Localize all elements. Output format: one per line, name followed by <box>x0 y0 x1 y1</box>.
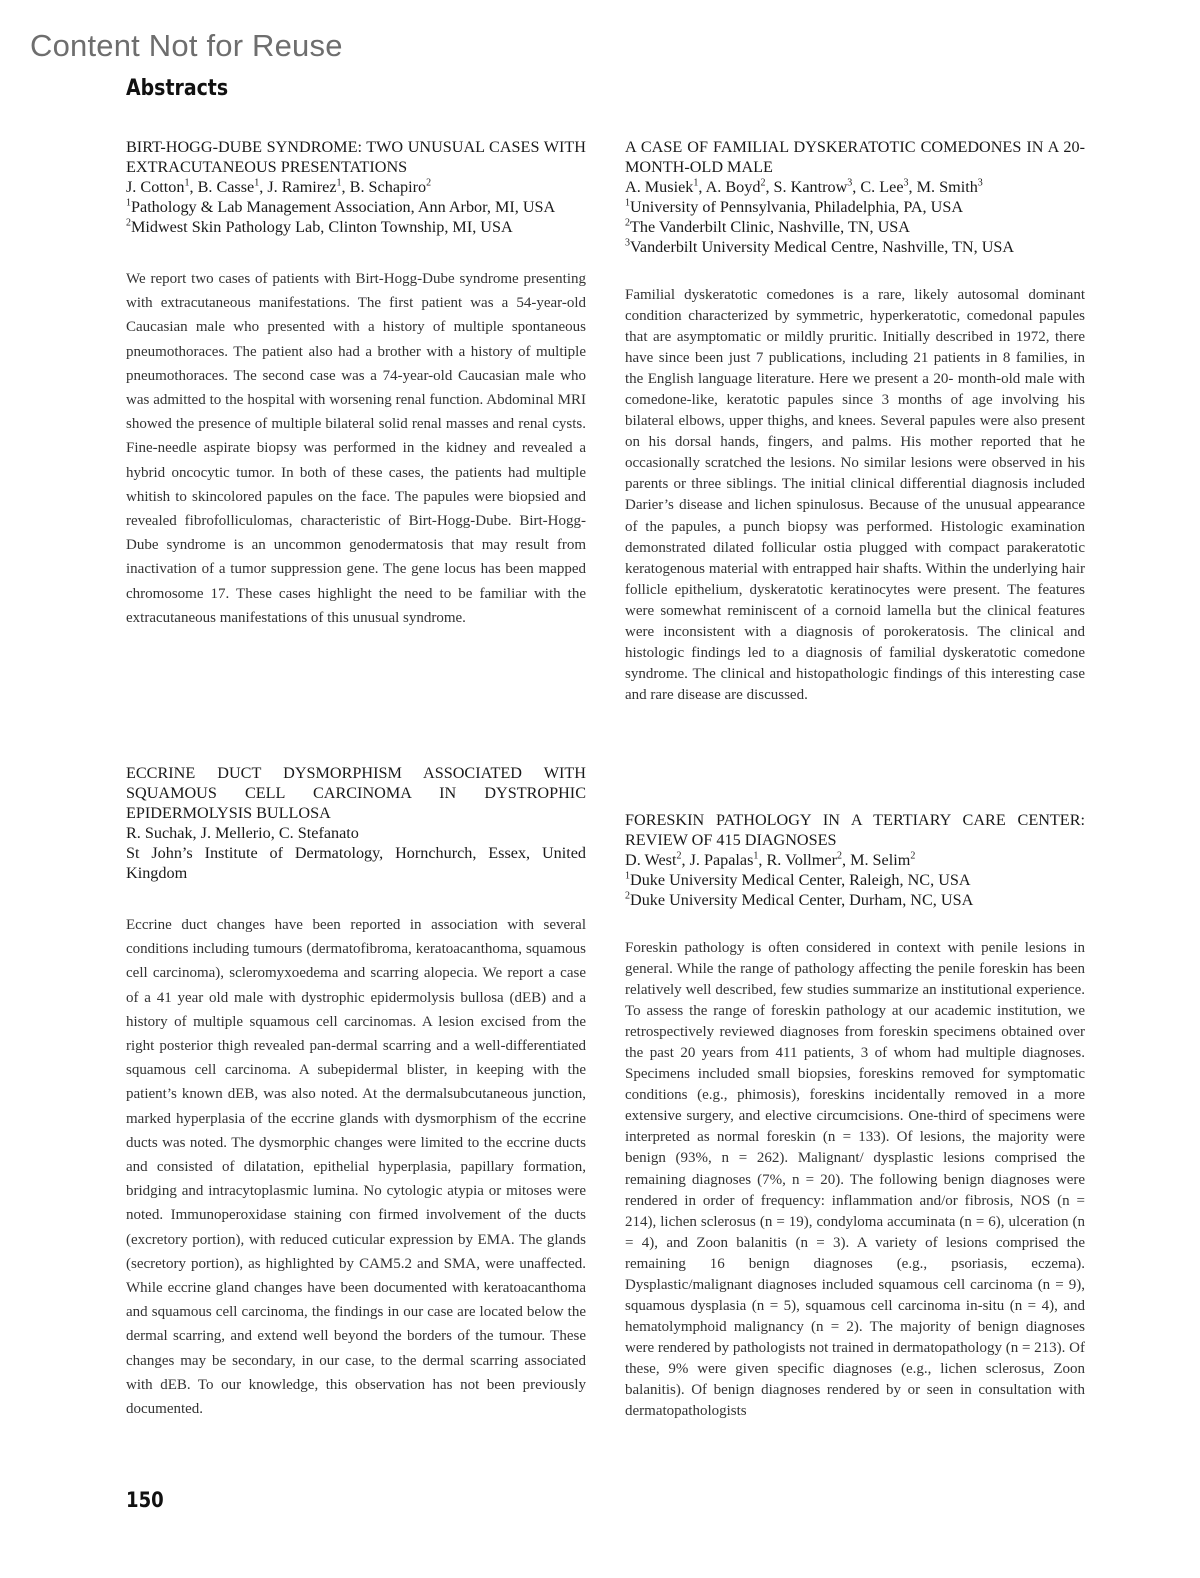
author-affiliation-marker: 1 <box>254 177 260 189</box>
author-affiliation-marker: 3 <box>977 177 983 189</box>
affiliation <box>625 870 1085 890</box>
author-affiliation-marker: 1 <box>336 177 342 189</box>
author-affiliation-marker: 1 <box>184 177 190 189</box>
affiliation <box>126 843 586 883</box>
affiliation-number: 2 <box>625 890 630 902</box>
abstract-body: Foreskin pathology is often considered in context with penile lesions in general. While the range of pathology affecting the penile foreskin has been relatively well described, few studies summarize an institutional experience. To assess the range of foreskin pathology at our academic institution, we retrospectively reviewed diagnoses from foreskin specimens obtained over the past 20 years from 411 patients, 3 of whom had multiple diagnoses. Specimens included small biopsies, foreskins removed for symptomatic conditions (e.g., phimosis), foreskins incidentally removed in a more extensive surgery, and elective circumcisions. One-third of specimens were interpreted as normal foreskin (n = 133). Of lesions, the majority were benign (93%, n = 262). Malignant/ dysplastic lesions comprised the remaining diagnoses (7%, n = 20). The following benign diagnoses were rendered in order of frequency: inflammation and/or fibrosis, NOS (n = 214), lichen sclerosus (n = 19), condyloma accuminata (n = 6), ulceration (n = 4), and Zoon balanitis (n = 3). A variety of lesions comprised the remaining 16 benign diagnoses (e.g., psoriasis, eczema). Dysplastic/malignant diagnoses included squamous cell carcinoma (n = 9), squamous dysplasia (n = 5), squamous cell carcinoma in-situ (n = 4), and hematolymphoid malignancy (n = 2). The majority of benign diagnoses were rendered by pathologists not trained in dermatopathology (n = 213). Of these, 9% were given specific diagnoses (e.g., lichen sclerosus, Zoon balanitis). Of benign diagnoses rendered by or seen in consultation with dermatopathologists <box>625 940 1086 1420</box>
abstract-familial-dyskeratotic <box>625 137 1085 706</box>
author-name: B. Schapiro <box>349 178 427 196</box>
author-affiliation-marker: 3 <box>847 177 853 189</box>
affiliation-number: 3 <box>625 237 630 249</box>
page-number: 150 <box>126 1488 164 1512</box>
author-affiliation-marker: 1 <box>693 177 699 189</box>
author-name: M. Smith <box>916 178 978 196</box>
author-name: C. Lee <box>860 178 904 196</box>
abstract-title: FORESKIN PATHOLOGY IN A TERTIARY CARE CENTER: REVIEW OF 415 DIAGNOSES <box>625 811 1085 849</box>
affiliation-text: The Vanderbilt Clinic, Nashville, TN, USA <box>630 218 910 236</box>
author-name: A. Musiek <box>625 178 694 196</box>
affiliation-number: 2 <box>126 217 131 229</box>
affiliation <box>625 197 1085 217</box>
author-affiliation-marker: 3 <box>903 177 909 189</box>
abstract-affiliations <box>126 843 586 883</box>
author-name: A. Boyd <box>705 178 761 196</box>
affiliation-text: University of Pennsylvania, Philadelphia, PA, USA <box>630 198 964 216</box>
abstract-authors: J. Cotton$^1$, B. Casse$^1$, J. Ramirez$^1$, B. Schapiro$^2$ <box>126 177 432 196</box>
abstract-body: Familial dyskeratotic comedones is a rare, likely autosomal dominant condition characterized by symmetric, hyperkeratotic, comedonal papules that are asymptomatic or mildly pruritic. Initially described in 1972, there have since been just 7 publications, including 21 patients in 8 families, in the English language literature. Here we present a 20- month-old male with comedone-like, keratotic papules since 3 months of age involving his bilateral elbows, upper thighs, and knees. Several papules were also present on his dorsal hands, fingers, and palms. His mother reported that he occasionally scratched the lesions. No similar lesions were observed in his parents or three siblings. The initial clinical differential diagnosis included Darier’s disease and lichen spinulosus. Because of the unusual appearance of the papules, a punch biopsy was performed. Histologic examination demonstrated dilated follicular ostia plugged with compact parakeratotic keratogenous material with entrapped hair shafts. Within the underlying hair follicle epithelium, dyskeratotic keratinocytes were present. The features were somewhat reminiscent of a cornoid lamella but the clinical features were inconsistent with a diagnosis of porokeratosis. The clinical and histologic findings led to a diagnosis of familial dyskeratotic comedone syndrome. The clinical and histopathologic findings of this interesting case and rare disease are discussed. <box>625 287 1085 703</box>
section-header: Abstracts <box>126 76 229 101</box>
abstract-affiliations <box>625 197 1085 257</box>
affiliation-text: Midwest Skin Pathology Lab, Clinton Township, MI, USA <box>131 218 513 236</box>
author-affiliation-marker: 2 <box>760 177 766 189</box>
affiliation-number: 1 <box>625 870 630 882</box>
author-name: J. Cotton <box>126 178 185 196</box>
abstract-body: We report two cases of patients with Birt-Hogg-Dube syndrome presenting with extracutaneous manifestations. The first patient was a 54-year-old Caucasian male who presented with a history of multiple spontaneous pneumothoraces. The patient also had a brother with a history of multiple pneumothoraces. The second case was a 74-year-old Caucasian male who was admitted to the hospital with worsening renal function. Abdominal MRI showed the presence of multiple bilateral solid renal masses and renal cysts. Fine-needle aspirate biopsy was performed in the kidney and revealed a hybrid oncocytic tumor. In both of these cases, the patients had multiple whitish to skincolored papules on the face. The papules were biopsied and revealed fibrofolliculomas, characteristic of Birt-Hogg-Dube. Birt-Hogg-Dube syndrome is an uncommon genodermatosis that may result from inactivation of a tumor suppression gene. The gene locus has been mapped chromosome 17. These cases highlight the need to be familiar with the extracutaneous manifestations of this unusual syndrome. <box>126 271 586 626</box>
abstract-authors: D. West$^2$, J. Papalas$^1$, R. Vollmer$^2$, M. Selim$^2$ <box>625 850 916 869</box>
affiliation-number: 2 <box>625 217 630 229</box>
author-name: R. Suchak <box>126 824 193 842</box>
abstract-title: A CASE OF FAMILIAL DYSKERATOTIC COMEDONES IN A 20- MONTH-OLD MALE <box>625 138 1085 176</box>
author-name: D. West <box>625 851 677 869</box>
author-name: J. Papalas <box>689 851 754 869</box>
abstract-affiliations <box>625 870 1085 910</box>
abstract-title: ECCRINE DUCT DYSMORPHISM ASSOCIATED WITH SQUAMOUS CELL CARCINOMA IN DYSTROPHIC EPIDERMOLYSIS BULLOSA <box>126 764 586 822</box>
watermark: Content Not for Reuse <box>30 28 343 63</box>
abstract-eccrine-duct <box>126 763 586 1421</box>
author-name: C. Stefanato <box>278 824 359 842</box>
affiliation-text: Pathology & Lab Management Association, Ann Arbor, MI, USA <box>131 198 556 216</box>
author-name: S. Kantrow <box>773 178 848 196</box>
abstract-authors: R. Suchak, J. Mellerio, C. Stefanato <box>126 824 359 842</box>
abstract-title: BIRT-HOGG-DUBE SYNDROME: TWO UNUSUAL CASES WITH EXTRACUTANEOUS PRESENTATIONS <box>126 138 586 176</box>
affiliation <box>625 217 1085 237</box>
author-affiliation-marker: 2 <box>676 850 682 862</box>
affiliation-text: Vanderbilt University Medical Centre, Nashville, TN, USA <box>630 238 1015 256</box>
abstract-authors: A. Musiek$^1$, A. Boyd$^2$, S. Kantrow$^3$, C. Lee$^3$, M. Smith$^3$ <box>625 177 983 196</box>
author-name: B. Casse <box>197 178 255 196</box>
affiliation-text: Duke University Medical Center, Raleigh, NC, USA <box>630 871 971 889</box>
author-name: M. Selim <box>850 851 911 869</box>
abstract-affiliations <box>126 197 586 237</box>
affiliation <box>625 237 1085 257</box>
author-affiliation-marker: 2 <box>836 850 842 862</box>
affiliation-text: Duke University Medical Center, Durham, NC, USA <box>630 891 974 909</box>
author-name: R. Vollmer <box>766 851 837 869</box>
affiliation <box>625 890 1085 910</box>
affiliation-number: 1 <box>126 197 131 209</box>
author-affiliation-marker: 2 <box>910 850 916 862</box>
abstract-body: Eccrine duct changes have been reported in association with several conditions including tumours (dermatofibroma, keratoacanthoma, squamous cell carcinoma), scleromyxoedema and scarring alopecia. We report a case of a 41 year old male with dystrophic epidermolysis bullosa (dEB) and a history of multiple squamous cell carcinomas. A lesion excised from the right posterior thigh revealed pan-dermal scarring and a well-differentiated squamous cell carcinoma. A subepidermal blister, in keeping with the patient’s known dEB, was also noted. At the dermalsubcutaneous junction, marked hyperplasia of the eccrine glands with dysmorphism of the eccrine ducts was noted. The dysmorphic changes were limited to the eccrine ducts and consisted of dilatation, epithelial hyperplasia, papillary formation, bridging and intracytoplasmic lumina. No cytologic atypia or mitoses were noted. Immunoperoxidase staining con firmed involvement of the ducts (excretory portion), with reduced cuticular expression by EMA. The glands (secretory portion), as highlighted by CAM5.2 and SMA, were unaffected. While eccrine gland changes have been documented with keratoacanthoma and squamous cell carcinoma, the findings in our case are located below the dermal scarring, and extend well beyond the borders of the tumour. These changes may be secondary, in our case, to the dermal scarring associated with dEB. To our knowledge, this observation has not been previously documented. <box>126 917 586 1418</box>
affiliation <box>126 197 586 217</box>
affiliation-number: 1 <box>625 197 630 209</box>
author-affiliation-marker: 1 <box>753 850 759 862</box>
affiliation <box>126 217 586 237</box>
author-name: J. Mellerio <box>200 824 271 842</box>
author-affiliation-marker: 2 <box>426 177 432 189</box>
abstract-birt-hogg-dube <box>126 137 586 630</box>
abstract-foreskin-pathology <box>625 810 1085 1422</box>
author-name: J. Ramirez <box>267 178 337 196</box>
affiliation-text: St John’s Institute of Dermatology, Hornchurch, Essex, United Kingdom <box>126 844 586 882</box>
